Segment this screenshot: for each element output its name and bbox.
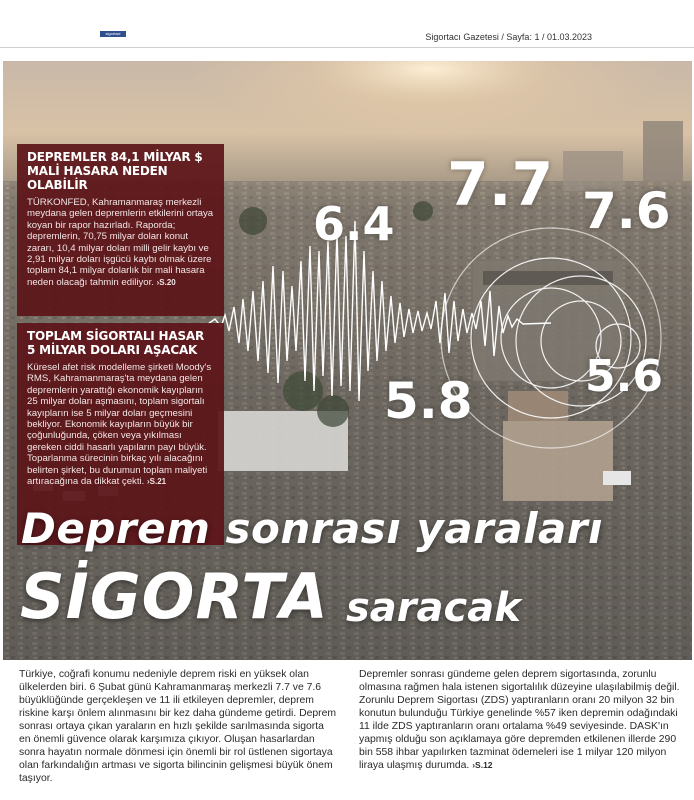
page-reference[interactable]: ›S.20 <box>156 277 176 287</box>
news-box-financial-damage <box>17 144 224 316</box>
headline-line-1: Deprem sonrası yaraları <box>21 504 603 553</box>
headline-line-3: saracak <box>346 585 521 631</box>
news-box-title-line: 5 MİLYAR DOLARI AŞACAK <box>27 343 198 357</box>
news-box-title-line: DEPREMLER 84,1 MİLYAR $ <box>27 150 203 164</box>
article-text: Türkiye, coğrafi konumu nedeniyle deprem riski en yüksek olan ülkelerden biri. 6 Şubat günü Kahramanmaraş merkezli 7.7 ve 7.6 büyüklüğünde gerçekleşen ve 11 ili etkileyen depremler, deprem riskine karşı önlem alınmasını bir kez daha gündeme getirdi. Deprem sonrası ortaya çıkan yaraların en hızlı şekilde sarılmasında sigorta en önemli güvence olarak karşımıza çıkıyor. Oluşan hasarlardan sonra hayatın normale dönmesi için önemli bir rol üstlenen sigortaya olan farkındalığın artması ve sigorta bilincinin gelişmesi büyük önem taşıyor. <box>19 669 337 784</box>
magnitude-label: 5.6 <box>585 351 663 402</box>
page-reference[interactable]: ›S.21 <box>147 477 167 487</box>
news-box-text: Küresel afet risk modelleme şirketi Moody's RMS, Kahramanmaraş'ta meydana gelen depremlerin yarattığı ekonomik kayıpların 25 milyar doları aşmasını, toplam sigortalı kayıpların ise 5 milyar doları geçmesini bekliyor. Ekonomik kayıpların büyük bir çoğunluğunda, çöken veya yıkılması gereken ciddi hasarlı yapıların payı büyük. Toparlanma sürecinin birkaç yılı alacağını belirten şirket, bu durumun toplam maliyeti artıracağına da dikkat çekti. <box>27 362 212 488</box>
page-header <box>0 0 694 48</box>
news-box-title <box>27 329 214 357</box>
magnitude-label: 6.4 <box>313 197 395 251</box>
news-box-text: TÜRKONFED, Kahramanmaraş merkezli meydana gelen depremlerin etkilerini ortaya koyan bir rapor hazırladı. Raporda; depremlerin, 70,75 milyar doları konut zararı, 10,4 milyar doları milli gelir kaybı ve 2,91 milyar doları işgücü kaybı olmak üzere toplam 84,1 milyar dolarlık bir mali hasara neden olacağı tahmin ediliyor. <box>27 197 214 288</box>
news-box-title <box>27 150 214 192</box>
article-column-left <box>19 668 337 785</box>
page-reference-label: S.12 <box>475 760 493 770</box>
magnitude-label: 7.7 <box>447 150 554 220</box>
news-box-title-line: MALİ HASARA NEDEN OLABİLİR <box>27 164 168 192</box>
page-reference-label: S.21 <box>149 477 167 487</box>
masthead-logo: sigortaci <box>100 31 126 37</box>
page-meta: Sigortacı Gazetesi / Sayfa: 1 / 01.03.2023 <box>425 32 592 42</box>
headline-line-2: SİGORTA <box>20 560 329 633</box>
page-reference[interactable]: ›S.12 <box>472 760 493 770</box>
header-divider <box>0 47 694 48</box>
news-box-title-line: TOPLAM SİGORTALI HASAR <box>27 329 205 343</box>
article-text: Depremler sonrası gündeme gelen deprem sigortasında, zorunlu olmasına rağmen hala istenen sigortalılık düzeyine ulaşılabilmiş değil. Zorunlu Deprem Sigortası (ZDS) yaptıranların oranı 20 milyon 32 bin konutun bulunduğu Türkiye genelinde %57 iken depremin odağındaki 11 ilde ZDS yaptıranların oranı ortalama %49 seviyesinde. DASK'ın yapmış olduğu son açıklamaya göre depremden etkilenen illerde 290 bin 558 ihbar yapılırken tazminat ödemeleri ise 1 milyar 120 milyon liraya ulaşmış durumda. <box>359 669 680 771</box>
magnitude-label: 5.8 <box>384 372 473 430</box>
article-column-right <box>359 668 681 772</box>
page-reference-label: S.20 <box>159 277 176 287</box>
news-box-body <box>27 197 214 288</box>
magnitude-label: 7.6 <box>582 182 671 240</box>
news-box-body <box>27 362 214 487</box>
hero-image <box>3 61 692 660</box>
